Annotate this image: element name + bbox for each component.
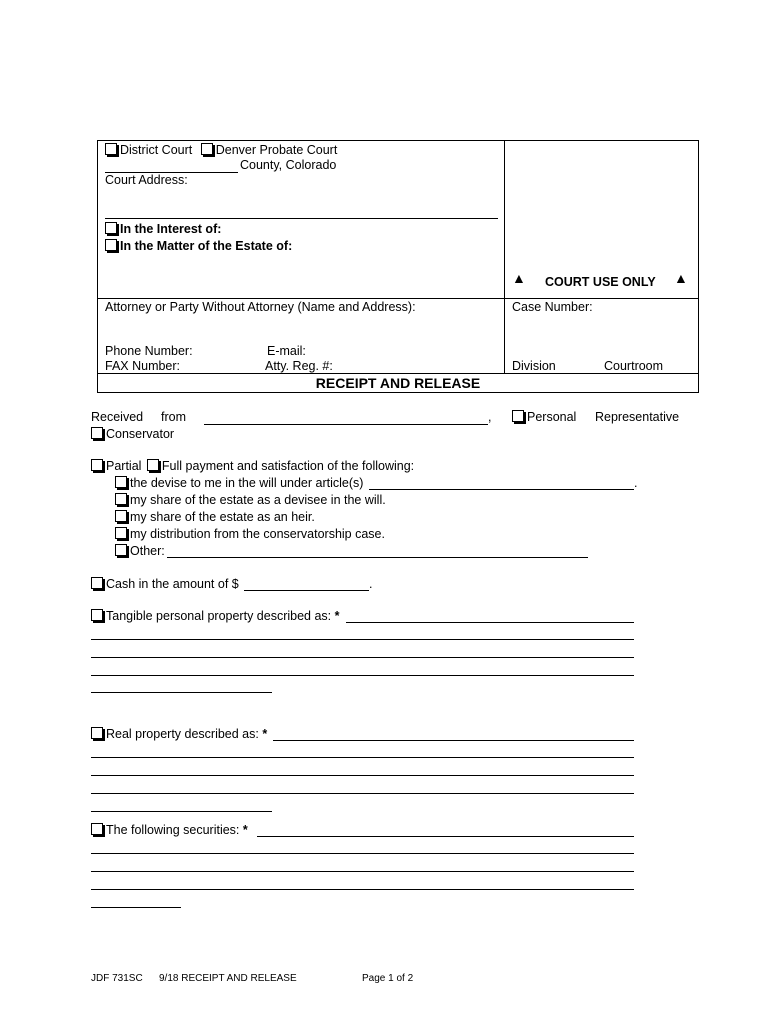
real-option <box>91 727 267 741</box>
securities-blank-2[interactable] <box>91 853 634 854</box>
interest-of-option <box>105 222 221 236</box>
box-right-border <box>698 140 699 392</box>
conservator-option <box>91 427 174 441</box>
from-label: from <box>161 410 186 424</box>
division-label: Division <box>512 359 556 373</box>
tangible-label: Tangible personal property described as: <box>106 609 332 623</box>
conservator-label: Conservator <box>106 427 175 441</box>
full-label: Full payment and satisfaction of the following: <box>161 459 415 473</box>
devisee-label: my share of the estate as a devisee in the will. <box>130 493 386 507</box>
heir-checkbox[interactable] <box>115 510 127 522</box>
personal-label: Personal <box>527 410 577 424</box>
personal-rep-option <box>512 410 576 424</box>
real-blank-4[interactable] <box>91 793 634 794</box>
form-title: RECEIPT AND RELEASE <box>315 375 481 391</box>
tangible-blank-3[interactable] <box>91 657 634 658</box>
estate-of-label: In the Matter of the Estate of: <box>120 239 293 253</box>
tangible-checkbox[interactable] <box>91 609 103 621</box>
article-blank[interactable] <box>369 489 634 490</box>
fax-label: FAX Number: <box>105 359 181 373</box>
real-label: Real property described as: <box>106 727 259 741</box>
real-blank-3[interactable] <box>91 775 634 776</box>
other-option <box>115 544 165 558</box>
conservatorship-label: my distribution from the conservatorship case. <box>130 527 385 541</box>
email-label: E-mail: <box>267 344 306 358</box>
partial-checkbox[interactable] <box>91 459 103 471</box>
court-selection <box>105 143 337 157</box>
tangible-blank-1[interactable] <box>346 622 634 623</box>
devise-label: the devise to me in the will under article(s) <box>130 476 364 490</box>
tangible-blank-5[interactable] <box>91 692 272 693</box>
cash-checkbox[interactable] <box>91 577 103 589</box>
cash-amount-blank[interactable] <box>244 590 369 591</box>
received-from-blank[interactable] <box>204 424 488 425</box>
tangible-star: * <box>334 609 340 623</box>
district-court-label: District Court <box>120 143 193 157</box>
courtroom-label: Courtroom <box>604 359 664 373</box>
heir-label: my share of the estate as an heir. <box>130 510 315 524</box>
real-blank-5[interactable] <box>91 811 272 812</box>
heir-option <box>115 510 315 524</box>
court-use-only-label: COURT USE ONLY <box>545 275 656 289</box>
district-court-checkbox[interactable] <box>105 143 117 155</box>
devisee-option <box>115 493 386 507</box>
conservator-checkbox[interactable] <box>91 427 103 439</box>
securities-blank-3[interactable] <box>91 871 634 872</box>
box-divider-1 <box>97 298 699 299</box>
court-address-label: Court Address: <box>105 173 188 187</box>
footer-form-id: JDF 731SC <box>91 973 143 984</box>
devise-checkbox[interactable] <box>115 476 127 488</box>
partial-full-row <box>91 459 414 473</box>
securities-label: The following securities: <box>106 823 240 837</box>
footer-form-title: 9/18 RECEIPT AND RELEASE <box>159 973 297 984</box>
box-left-border <box>97 140 98 392</box>
received-label: Received <box>91 410 144 424</box>
box-bottom-border <box>97 392 699 393</box>
full-checkbox[interactable] <box>147 459 159 471</box>
real-blank-1[interactable] <box>273 740 634 741</box>
footer-page-number: Page 1 of 2 <box>362 973 414 984</box>
cash-label: Cash in the amount of $ <box>106 577 239 591</box>
representative-label: Representative <box>595 410 680 424</box>
cash-period: . <box>369 577 373 591</box>
conservatorship-checkbox[interactable] <box>115 527 127 539</box>
securities-option <box>91 823 248 837</box>
attorney-label: Attorney or Party Without Attorney (Name and Address): <box>105 300 416 314</box>
real-star: * <box>262 727 268 741</box>
real-checkbox[interactable] <box>91 727 103 739</box>
securities-blank-1[interactable] <box>257 836 634 837</box>
estate-of-option <box>105 239 292 253</box>
interest-of-label: In the Interest of: <box>120 222 222 236</box>
cash-option <box>91 577 239 591</box>
tangible-option <box>91 609 340 623</box>
interest-of-checkbox[interactable] <box>105 222 117 234</box>
box-divider-2 <box>97 373 699 374</box>
county-label: County, Colorado <box>240 158 337 172</box>
partial-label: Partial <box>106 459 142 473</box>
case-number-label: Case Number: <box>512 300 593 314</box>
tangible-blank-4[interactable] <box>91 675 634 676</box>
real-blank-2[interactable] <box>91 757 634 758</box>
other-checkbox[interactable] <box>115 544 127 556</box>
estate-of-checkbox[interactable] <box>105 239 117 251</box>
tangible-blank-2[interactable] <box>91 639 634 640</box>
received-comma: , <box>488 410 492 424</box>
securities-blank-5[interactable] <box>91 907 181 908</box>
securities-checkbox[interactable] <box>91 823 103 835</box>
personal-rep-checkbox[interactable] <box>512 410 524 422</box>
other-label: Other: <box>130 544 165 558</box>
court-address-blank[interactable] <box>105 218 498 219</box>
triangle-right-icon: ▲ <box>674 270 688 286</box>
atty-reg-label: Atty. Reg. #: <box>265 359 333 373</box>
denver-probate-label: Denver Probate Court <box>215 143 338 157</box>
article-period: . <box>634 476 638 490</box>
devisee-checkbox[interactable] <box>115 493 127 505</box>
securities-star: * <box>242 823 248 837</box>
devise-option <box>115 476 363 490</box>
other-blank[interactable] <box>167 557 588 558</box>
phone-label: Phone Number: <box>105 344 193 358</box>
securities-blank-4[interactable] <box>91 889 634 890</box>
box-middle-border <box>504 140 505 373</box>
box-top-border <box>97 140 699 141</box>
denver-probate-checkbox[interactable] <box>201 143 213 155</box>
conservatorship-option <box>115 527 385 541</box>
triangle-left-icon: ▲ <box>512 270 526 286</box>
